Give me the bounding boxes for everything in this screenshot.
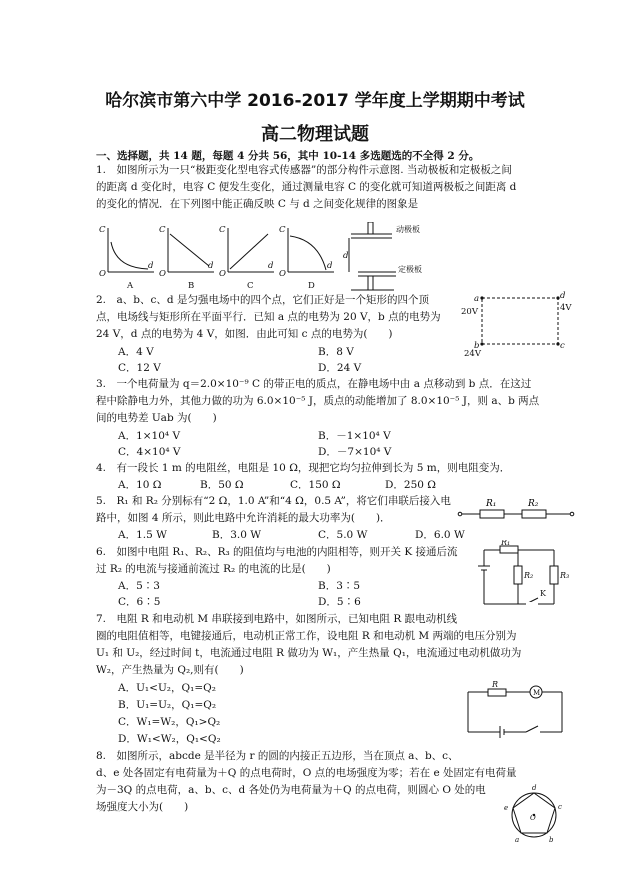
- q7-line-4: W₂，产生热量为 Q₂,则有( ): [96, 664, 244, 676]
- graph-a-c-label: C: [99, 225, 106, 235]
- q7-line-1: 7. 电阻 R 和电动机 M 串联接到电路中，如图所示，已知电阻 R 跟电动机线: [96, 613, 458, 625]
- q3-option-a: A．1×10⁴ V: [118, 430, 181, 442]
- q2-line-3: 24 V，d 点的电势为 4 V，如图．由此可知 c 点的电势为( ): [96, 328, 393, 340]
- motor-label: M: [533, 689, 541, 697]
- q7-line-2: 圈的电阻值相等，电键接通后，电动机正常工作，设电阻 R 和电动机 M 两端的电压分别为: [96, 630, 517, 642]
- q3-option-d: D．－7×10⁴ V: [318, 446, 392, 458]
- q4-option-a: A．10 Ω: [118, 479, 162, 491]
- graph-a-origin: O: [99, 269, 106, 279]
- exam-subtitle: 高二物理试题: [261, 124, 369, 145]
- graph-d-c-label: C: [279, 225, 286, 235]
- q3-line-3: 间的电势差 Uab 为( ): [96, 412, 217, 424]
- q3-line-2: 程中除静电力外，其他力做的功为 6.0×10⁻⁵ J，质点的动能增加了 8.0×10⁻⁵ J，则 a、b 两点: [96, 395, 540, 407]
- q7-circuit: [460, 680, 570, 740]
- q5-option-b: B．3.0 W: [212, 529, 262, 541]
- q2-option-a: A．4 V: [118, 346, 154, 358]
- capacitor-plates: [349, 222, 396, 290]
- q8-pentagon-figure: [498, 782, 570, 846]
- vertex-c: c: [558, 803, 562, 811]
- q8-line-1: 8. 如图所示，abcde 是半径为 r 的圆的内接正五边形，当在顶点 a、b、c、: [96, 750, 459, 762]
- q3-line-1: 3. 一个电荷量为 q＝2.0×10⁻⁹ C 的带正电的质点，在静电场中由 a 点移动到 b 点．在这过: [96, 378, 532, 390]
- graph-c-origin: O: [219, 269, 226, 279]
- r1-label: R₁: [486, 499, 497, 509]
- q5-line-2: 路中，如图 4 所示，则此电路中允许消耗的最大功率为( )．: [96, 512, 391, 524]
- point-b: b: [474, 341, 480, 351]
- vertex-b: b: [549, 836, 554, 844]
- potential-a: 20V: [461, 307, 478, 317]
- q6-circuit: [470, 540, 580, 610]
- q5-line-1: 5. R₁ 和 R₂ 分别标有“2 Ω，1.0 A”和“4 Ω，0.5 A”，将它们串联后接入电: [96, 495, 451, 507]
- graph-a-label: A: [127, 281, 134, 291]
- graph-b-c-label: C: [159, 225, 166, 235]
- point-d: d: [560, 291, 566, 301]
- section-heading: 一、选择题，共 14 题，每题 4 分共 56，其中 10-14 多选题选的不全得 2 分。: [96, 150, 480, 162]
- vertex-e: e: [504, 804, 509, 812]
- r3-label: R₃: [560, 571, 570, 580]
- q8-line-2: d、e 处各固定有电荷量为＋Q 的点电荷时，O 点的电场强度为零；若在 e 处固定有电荷量: [96, 767, 517, 779]
- q7-option-d: D．W₁<W₂，Q₁<Q₂: [118, 733, 221, 745]
- graph-b-label: B: [188, 281, 195, 291]
- graph-c-label: C: [247, 281, 254, 291]
- q1-graphs: [96, 222, 436, 294]
- vertex-a: a: [515, 836, 520, 844]
- switch-k-label: K: [540, 589, 546, 598]
- q5-series-resistors: [456, 494, 576, 524]
- graph-d-label: D: [308, 281, 315, 291]
- q5-option-a: A．1.5 W: [118, 529, 167, 541]
- q4-option-c: C．150 Ω: [290, 479, 341, 491]
- q2-option-c: C．12 V: [118, 362, 161, 374]
- q6-line-2: 过 R₂ 的电流与接通前流过 R₂ 的电流的比是( ): [96, 563, 331, 575]
- q3-option-b: B．－1×10⁴ V: [318, 430, 391, 442]
- q4-option-d: D．250 Ω: [385, 479, 437, 491]
- graph-d-d-label: d: [327, 261, 333, 271]
- q7-option-b: B．U₁=U₂，Q₁=Q₂: [118, 699, 217, 711]
- q6-line-1: 6. 如图中电阻 R₁、R₂、R₃ 的阻值均与电池的内阻相等，则开关 K 接通后流: [96, 546, 458, 558]
- graph-b-origin: O: [159, 269, 166, 279]
- q8-line-4: 场强度大小为( ): [96, 801, 189, 813]
- q4-line-1: 4. 有一段长 1 m 的电阻丝，电阻是 10 Ω，现把它均匀拉伸到长为 5 m，则电阻变为．: [96, 462, 511, 474]
- exam-title: 哈尔滨市第六中学 2016-2017 学年度上学期期中考试: [105, 91, 525, 111]
- q1-line-2: 的距离 d 变化时，电容 C 便发生变化，通过测量电容 C 的变化就可知道两极板之间距离 d: [96, 181, 517, 193]
- q2-rectangle-figure: [456, 290, 576, 360]
- graph-c-c-label: C: [219, 225, 226, 235]
- q6-option-a: A．5∶3: [118, 580, 160, 592]
- q8-line-3: 为－3Q 的点电荷，a、b、c、d 各处仍为电荷量为＋Q 的点电荷，则圆心 O 处的电: [96, 784, 486, 796]
- graph-a-d-label: d: [148, 261, 154, 271]
- q1-line-1: 1. 如图所示为一只“极距变化型电容式传感器”的部分构件示意图. 当动极板和定极板之间: [96, 164, 512, 176]
- fixed-plate-label: 定极板: [398, 265, 422, 274]
- potential-b: 24V: [464, 349, 481, 359]
- center-o: O: [530, 814, 536, 822]
- graph-b-d-label: d: [208, 261, 214, 271]
- q1-line-3: 的变化的情况．在下列图中能正确反映 C 与 d 之间变化规律的图象是: [96, 198, 419, 210]
- q6-option-d: D．5∶6: [318, 596, 361, 608]
- q2-option-d: D．24 V: [318, 362, 362, 374]
- q7-option-c: C．W₁=W₂，Q₁>Q₂: [118, 716, 221, 728]
- vertex-d: d: [532, 784, 537, 792]
- r2-label: R₂: [528, 499, 539, 509]
- r-label: R: [492, 680, 499, 689]
- graph-c-d-label: d: [268, 261, 274, 271]
- potential-d: 4V: [560, 303, 572, 313]
- q2-option-b: B．8 V: [318, 346, 354, 358]
- moving-plate-label: 动极板: [396, 225, 420, 234]
- r1-label: R₁: [501, 540, 511, 547]
- q4-option-b: B．50 Ω: [200, 479, 244, 491]
- plate-gap-label: d: [343, 251, 349, 261]
- point-c: c: [560, 341, 565, 351]
- q5-option-c: C．5.0 W: [318, 529, 368, 541]
- q6-option-b: B．3∶5: [318, 580, 361, 592]
- q6-option-c: C．6∶5: [118, 596, 161, 608]
- r2-label: R₂: [524, 571, 534, 580]
- graph-d-origin: O: [279, 269, 286, 279]
- point-a: a: [474, 294, 480, 304]
- q3-option-c: C．4×10⁴ V: [118, 446, 181, 458]
- q7-line-3: U₁ 和 U₂，经过时间 t，电流通过电阻 R 做功为 W₁，产生热量 Q₁，电流通过电动机做功为: [96, 647, 522, 659]
- q2-line-2: 点，电场线与矩形所在平面平行．已知 a 点的电势为 20 V，b 点的电势为: [96, 311, 441, 323]
- q5-option-d: D．6.0 W: [415, 529, 465, 541]
- q2-line-1: 2. a、b、c、d 是匀强电场中的四个点，它们正好是一个矩形的四个顶: [96, 294, 429, 306]
- q7-option-a: A．U₁<U₂，Q₁=Q₂: [118, 682, 216, 694]
